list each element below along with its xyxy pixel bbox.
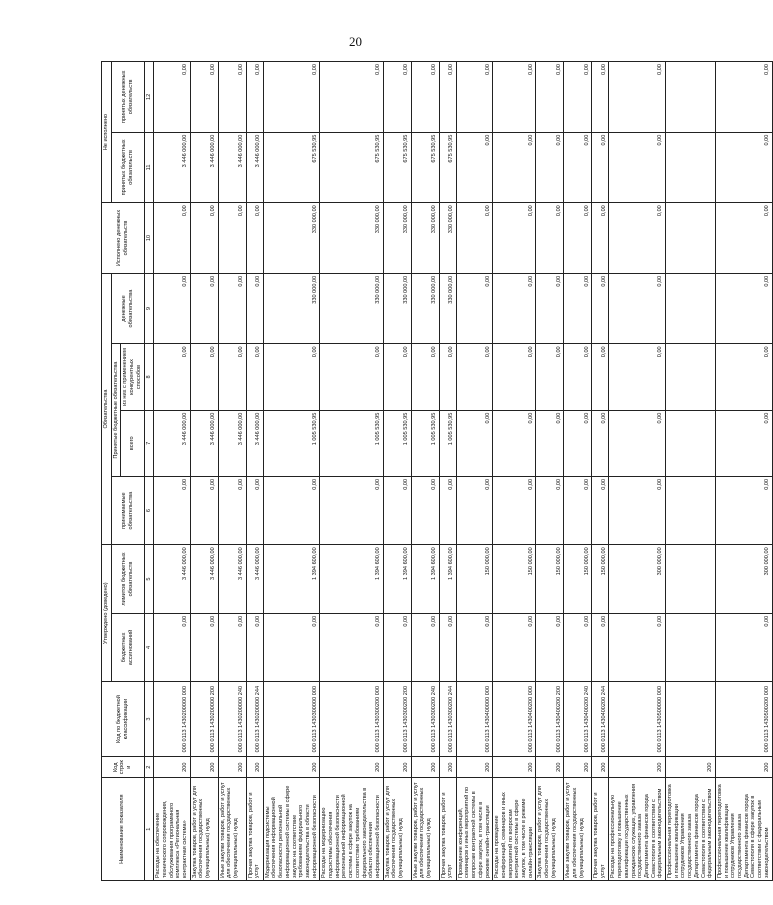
budget-allocations-cell: 0,00 bbox=[263, 613, 320, 681]
accepted-obligations-cell: 0,00 bbox=[190, 476, 218, 544]
limits-cell: 1 394 600,00 bbox=[411, 545, 439, 613]
competitive-cell: 0,00 bbox=[154, 344, 191, 410]
header-accepted-monetary-oblig: принятых денежных обязательств bbox=[111, 62, 144, 133]
limits-cell: 3 446 000,00 bbox=[190, 545, 218, 613]
row-kbk-cell: 000 0113 1430200000 244 bbox=[246, 682, 263, 757]
monetary-obligations-cell: 330 000,00 bbox=[383, 273, 411, 344]
row-name-cell: Проведение конференций, семинаров и иных мероприятий по вопросам контрактной системы в сфере закупок, в том числе в режиме онлайн-трансляции bbox=[456, 778, 493, 881]
budget-allocations-cell: 0,00 bbox=[456, 613, 493, 681]
not-executed-budget-cell: 0,00 bbox=[536, 132, 564, 203]
row-code-cell: 200 bbox=[536, 757, 564, 778]
budget-allocations-cell: 0,00 bbox=[715, 613, 772, 681]
row-name-cell: Иные закупки товаров, работ и услуг для обеспечения государственных (муниципальных) нужд bbox=[411, 778, 439, 881]
budget-allocations-cell: 0,00 bbox=[154, 613, 191, 681]
column-number-cell: 7 bbox=[144, 410, 154, 476]
executed-monetary-cell: 0,00 bbox=[246, 203, 263, 274]
row-code-cell: 200 bbox=[154, 757, 191, 778]
row-kbk-cell: 000 0113 1430400200 244 bbox=[592, 682, 609, 757]
budget-allocations-cell: 0,00 bbox=[320, 613, 383, 681]
competitive-cell: 0,00 bbox=[218, 344, 246, 410]
competitive-cell: 0,00 bbox=[715, 344, 772, 410]
row-code-cell: 200 bbox=[439, 757, 456, 778]
competitive-cell: 0,00 bbox=[439, 344, 456, 410]
not-executed-monetary-cell: 0,00 bbox=[246, 62, 263, 133]
executed-monetary-cell: 330 000,00 bbox=[383, 203, 411, 274]
column-number-row bbox=[144, 62, 154, 881]
not-executed-monetary-cell: 0,00 bbox=[439, 62, 456, 133]
monetary-obligations-cell: 330 000,00 bbox=[320, 273, 383, 344]
table-row bbox=[456, 62, 493, 881]
competitive-cell: 0,00 bbox=[190, 344, 218, 410]
accepted-obligations-cell: 0,00 bbox=[493, 476, 536, 544]
budget-allocations-cell: 0,00 bbox=[218, 613, 246, 681]
page-number: 20 bbox=[349, 34, 362, 49]
limits-cell: 3 446 000,00 bbox=[154, 545, 191, 613]
row-code-cell: 200 bbox=[263, 757, 320, 778]
accepted-obligations-cell: 0,00 bbox=[715, 476, 772, 544]
not-executed-monetary-cell: 0,00 bbox=[592, 62, 609, 133]
accepted-obligations-cell: 0,00 bbox=[154, 476, 191, 544]
budget-allocations-cell: 0,00 bbox=[609, 613, 666, 681]
not-executed-monetary-cell: 0,00 bbox=[493, 62, 536, 133]
not-executed-monetary-cell: 0,00 bbox=[536, 62, 564, 133]
executed-monetary-cell: 330 000,00 bbox=[411, 203, 439, 274]
not-executed-budget-cell: 0,00 bbox=[493, 132, 536, 203]
limits-cell: 3 446 000,00 bbox=[218, 545, 246, 613]
not-executed-monetary-cell: 0,00 bbox=[383, 62, 411, 133]
table-row bbox=[218, 62, 246, 881]
row-code-cell: 200 bbox=[320, 757, 383, 778]
table-row bbox=[609, 62, 666, 881]
budget-allocations-cell: 0,00 bbox=[246, 613, 263, 681]
budget-allocations-cell: 0,00 bbox=[493, 613, 536, 681]
monetary-obligations-cell: 0,00 bbox=[218, 273, 246, 344]
row-name-cell: Прочая закупка товаров, работ и услуг bbox=[592, 778, 609, 881]
limits-cell: 300 000,00 bbox=[715, 545, 772, 613]
row-name-cell: Профессиональная переподготовка и повышение квалификации сотрудников Управления государственного заказа Департамента финансов города Севастополя в сфере закупок в соответствии с федеральным законодательством bbox=[715, 778, 772, 881]
accepted-total-cell: 0,00 bbox=[592, 410, 609, 476]
competitive-cell: 0,00 bbox=[564, 344, 592, 410]
accepted-obligations-cell: 0,00 bbox=[536, 476, 564, 544]
row-code-cell: 200 bbox=[666, 757, 716, 778]
table-header bbox=[102, 62, 154, 881]
not-executed-monetary-cell: 0,00 bbox=[218, 62, 246, 133]
accepted-total-cell: 0,00 bbox=[609, 410, 666, 476]
budget-allocations-cell bbox=[666, 613, 716, 681]
table-row bbox=[246, 62, 263, 881]
table-body bbox=[154, 62, 772, 881]
column-number-cell: 11 bbox=[144, 132, 154, 203]
monetary-obligations-cell: 0,00 bbox=[536, 273, 564, 344]
accepted-total-cell: 0,00 bbox=[715, 410, 772, 476]
monetary-obligations-cell: 0,00 bbox=[246, 273, 263, 344]
row-name-cell: Иные закупки товаров, работ и услуг для обеспечения государственных (муниципальных) нужд bbox=[564, 778, 592, 881]
row-name-cell: Модернизация подсистемы обеспечения информационной безопасности региональной информационной системы в сфере закупок на соответствие требованиям федерального законодательства в области информационной безопасности bbox=[263, 778, 320, 881]
not-executed-budget-cell: 0,00 bbox=[715, 132, 772, 203]
header-name: Наименование показателя bbox=[102, 778, 145, 881]
limits-cell: 150 000,00 bbox=[564, 545, 592, 613]
table-row bbox=[592, 62, 609, 881]
monetary-obligations-cell: 330 000,00 bbox=[411, 273, 439, 344]
row-code-cell: 200 bbox=[411, 757, 439, 778]
row-name-cell: Прочая закупка товаров, работ и услуг bbox=[246, 778, 263, 881]
row-name-cell: Расходы на модернизацию подсистемы обеспечения информационной безопасности региональной информационной системы в сфере закупок на соответствие требованиям федерального законодательства в области обеспечения информационной безопасности bbox=[320, 778, 383, 881]
executed-monetary-cell: 330 000,00 bbox=[263, 203, 320, 274]
competitive-cell: 0,00 bbox=[609, 344, 666, 410]
table-row bbox=[493, 62, 536, 881]
monetary-obligations-cell: 0,00 bbox=[564, 273, 592, 344]
column-number-cell: 8 bbox=[144, 344, 154, 410]
not-executed-budget-cell: 0,00 bbox=[564, 132, 592, 203]
header-monetary: денежные обязательства bbox=[111, 273, 144, 344]
table-row bbox=[263, 62, 320, 881]
not-executed-monetary-cell: 0,00 bbox=[263, 62, 320, 133]
header-accepted: принимаемые обязательства bbox=[111, 476, 144, 544]
accepted-total-cell: 1 005 530,95 bbox=[411, 410, 439, 476]
row-kbk-cell: 000 0113 1430500200 000 bbox=[715, 682, 772, 757]
limits-cell: 150 000,00 bbox=[536, 545, 564, 613]
not-executed-budget-cell: 0,00 bbox=[456, 132, 493, 203]
accepted-obligations-cell: 0,00 bbox=[456, 476, 493, 544]
column-number-cell: 1 bbox=[144, 778, 154, 881]
row-kbk-cell: 000 0113 1430500000 000 bbox=[609, 682, 666, 757]
budget-allocations-cell: 0,00 bbox=[383, 613, 411, 681]
executed-monetary-cell: 0,00 bbox=[154, 203, 191, 274]
not-executed-budget-cell: 3 446 000,00 bbox=[246, 132, 263, 203]
table-row bbox=[666, 62, 716, 881]
row-kbk-cell bbox=[666, 682, 716, 757]
row-kbk-cell: 000 0113 1430300200 200 bbox=[383, 682, 411, 757]
executed-monetary-cell bbox=[666, 203, 716, 274]
accepted-total-cell: 0,00 bbox=[493, 410, 536, 476]
row-code-cell: 200 bbox=[493, 757, 536, 778]
header-executed-monetary: Исполнено денежных обязательств bbox=[102, 203, 145, 274]
column-number-cell: 6 bbox=[144, 476, 154, 544]
row-name-cell: Расходы на проведение конференций, семинаров и иных мероприятий по вопросам контрактной системы в сфере закупок, в том числе в режиме онлайн-трансляции bbox=[493, 778, 536, 881]
row-code-cell: 200 bbox=[218, 757, 246, 778]
competitive-cell bbox=[666, 344, 716, 410]
limits-cell: 1 394 600,00 bbox=[263, 545, 320, 613]
row-kbk-cell: 000 0113 1430400200 000 bbox=[493, 682, 536, 757]
budget-allocations-cell: 0,00 bbox=[411, 613, 439, 681]
not-executed-budget-cell bbox=[666, 132, 716, 203]
column-number-cell: 3 bbox=[144, 682, 154, 757]
not-executed-monetary-cell bbox=[666, 62, 716, 133]
rotated-table-sheet bbox=[101, 61, 770, 881]
budget-allocations-cell: 0,00 bbox=[564, 613, 592, 681]
accepted-obligations-cell: 0,00 bbox=[263, 476, 320, 544]
row-kbk-cell: 000 0113 1430300000 000 bbox=[263, 682, 320, 757]
not-executed-monetary-cell: 0,00 bbox=[456, 62, 493, 133]
header-accepted-budget-oblig: принятых бюджетных обязательств bbox=[111, 132, 144, 203]
accepted-total-cell: 3 446 000,00 bbox=[190, 410, 218, 476]
not-executed-monetary-cell: 0,00 bbox=[564, 62, 592, 133]
row-kbk-cell: 000 0113 1430200000 240 bbox=[218, 682, 246, 757]
executed-monetary-cell: 0,00 bbox=[564, 203, 592, 274]
accepted-total-cell: 1 005 530,95 bbox=[439, 410, 456, 476]
accepted-obligations-cell: 0,00 bbox=[246, 476, 263, 544]
accepted-total-cell: 3 446 000,00 bbox=[218, 410, 246, 476]
accepted-obligations-cell: 0,00 bbox=[411, 476, 439, 544]
executed-monetary-cell: 330 000,00 bbox=[320, 203, 383, 274]
accepted-total-cell: 0,00 bbox=[456, 410, 493, 476]
executed-monetary-cell: 0,00 bbox=[218, 203, 246, 274]
accepted-obligations-cell: 0,00 bbox=[383, 476, 411, 544]
limits-cell: 150 000,00 bbox=[493, 545, 536, 613]
monetary-obligations-cell: 330 000,00 bbox=[263, 273, 320, 344]
competitive-cell: 0,00 bbox=[493, 344, 536, 410]
monetary-obligations-cell: 330 000,00 bbox=[439, 273, 456, 344]
not-executed-budget-cell: 675 530,95 bbox=[439, 132, 456, 203]
row-kbk-cell: 000 0113 1430300200 240 bbox=[411, 682, 439, 757]
monetary-obligations-cell: 0,00 bbox=[715, 273, 772, 344]
table-rotation-wrapper bbox=[101, 61, 770, 881]
accepted-obligations-cell: 0,00 bbox=[320, 476, 383, 544]
limits-cell: 150 000,00 bbox=[456, 545, 493, 613]
executed-monetary-cell: 0,00 bbox=[493, 203, 536, 274]
row-name-cell: Закупка товаров, работ и услуг для обеспечения государственных (муниципальных) нужд bbox=[190, 778, 218, 881]
executed-monetary-cell: 0,00 bbox=[190, 203, 218, 274]
table-row bbox=[190, 62, 218, 881]
not-executed-monetary-cell: 0,00 bbox=[320, 62, 383, 133]
competitive-cell: 0,00 bbox=[592, 344, 609, 410]
not-executed-budget-cell: 675 530,95 bbox=[383, 132, 411, 203]
table-row bbox=[154, 62, 191, 881]
header-approved: Утверждено (доведено) bbox=[102, 545, 112, 682]
limits-cell: 3 446 000,00 bbox=[246, 545, 263, 613]
executed-monetary-cell: 330 000,00 bbox=[439, 203, 456, 274]
not-executed-budget-cell: 0,00 bbox=[592, 132, 609, 203]
not-executed-monetary-cell: 0,00 bbox=[715, 62, 772, 133]
row-kbk-cell: 000 0113 1430300200 000 bbox=[320, 682, 383, 757]
row-kbk-cell: 000 0113 1430200000 200 bbox=[190, 682, 218, 757]
accepted-total-cell: 0,00 bbox=[536, 410, 564, 476]
row-name-cell: Закупка товаров, работ и услуг для обеспечения государственных (муниципальных) нужд bbox=[536, 778, 564, 881]
monetary-obligations-cell bbox=[666, 273, 716, 344]
row-code-cell: 200 bbox=[456, 757, 493, 778]
limits-cell: 1 394 600,00 bbox=[383, 545, 411, 613]
row-kbk-cell: 000 0113 1430400200 240 bbox=[564, 682, 592, 757]
competitive-cell: 0,00 bbox=[263, 344, 320, 410]
accepted-obligations-cell: 0,00 bbox=[592, 476, 609, 544]
row-name-cell: Расходы на профессиональную переподготовку и повышение квалификации государственных гражданских служащих, управления государственного заказа Департамента финансов города Севастополя в соответствии с федеральным законодательством bbox=[609, 778, 666, 881]
column-number-cell: 4 bbox=[144, 613, 154, 681]
budget-allocations-cell: 0,00 bbox=[592, 613, 609, 681]
table-row bbox=[383, 62, 411, 881]
row-kbk-cell: 000 0113 1430400000 000 bbox=[456, 682, 493, 757]
accepted-total-cell: 0,00 bbox=[564, 410, 592, 476]
competitive-cell: 0,00 bbox=[536, 344, 564, 410]
competitive-cell: 0,00 bbox=[411, 344, 439, 410]
executed-monetary-cell: 0,00 bbox=[715, 203, 772, 274]
accepted-obligations-cell: 0,00 bbox=[564, 476, 592, 544]
column-number-cell: 10 bbox=[144, 203, 154, 274]
column-number-cell: 12 bbox=[144, 62, 154, 133]
not-executed-budget-cell: 675 530,95 bbox=[411, 132, 439, 203]
limits-cell: 1 394 600,00 bbox=[439, 545, 456, 613]
not-executed-monetary-cell: 0,00 bbox=[154, 62, 191, 133]
budget-report-table bbox=[101, 61, 773, 881]
table-row bbox=[411, 62, 439, 881]
row-code-cell: 200 bbox=[609, 757, 666, 778]
row-name-cell: Закупка товаров, работ и услуг для обеспечения государственных (муниципальных) нужд bbox=[383, 778, 411, 881]
executed-monetary-cell: 0,00 bbox=[609, 203, 666, 274]
row-kbk-cell: 000 0113 1430400200 200 bbox=[536, 682, 564, 757]
budget-allocations-cell: 0,00 bbox=[536, 613, 564, 681]
accepted-total-cell: 1 005 530,95 bbox=[383, 410, 411, 476]
accepted-obligations-cell: 0,00 bbox=[218, 476, 246, 544]
row-name-cell: Профессиональная переподготовка и повышение квалификации сотрудников Управления государственного заказа Департамента финансов города Севастополя в соответствии с федеральным законодательством bbox=[666, 778, 716, 881]
budget-allocations-cell: 0,00 bbox=[190, 613, 218, 681]
header-budget-allocations: бюджетных ассигнований bbox=[111, 613, 144, 681]
not-executed-monetary-cell: 0,00 bbox=[411, 62, 439, 133]
table-row bbox=[564, 62, 592, 881]
not-executed-budget-cell: 675 530,95 bbox=[263, 132, 320, 203]
accepted-obligations-cell: 0,00 bbox=[439, 476, 456, 544]
table-row bbox=[536, 62, 564, 881]
header-total: всего bbox=[121, 410, 144, 476]
limits-cell: 300 000,00 bbox=[609, 545, 666, 613]
header-accepted-budget: Принятые бюджетные обязательства bbox=[111, 344, 121, 477]
row-name-cell: Иные закупки товаров, работ и услуг для обеспечения государственных (муниципальных) нужд bbox=[218, 778, 246, 881]
header-code: Код строки bbox=[102, 757, 145, 778]
monetary-obligations-cell: 0,00 bbox=[456, 273, 493, 344]
accepted-total-cell bbox=[666, 410, 716, 476]
row-code-cell: 200 bbox=[190, 757, 218, 778]
not-executed-monetary-cell: 0,00 bbox=[190, 62, 218, 133]
executed-monetary-cell: 0,00 bbox=[536, 203, 564, 274]
accepted-total-cell: 1 005 530,95 bbox=[263, 410, 320, 476]
header-not-executed: Не исполнено bbox=[102, 62, 112, 203]
column-number-cell: 2 bbox=[144, 757, 154, 778]
not-executed-budget-cell: 3 446 000,00 bbox=[190, 132, 218, 203]
limits-cell: 150 000,00 bbox=[592, 545, 609, 613]
accepted-obligations-cell: 0,00 bbox=[609, 476, 666, 544]
row-kbk-cell: 000 0113 1430300200 244 bbox=[439, 682, 456, 757]
not-executed-budget-cell: 0,00 bbox=[609, 132, 666, 203]
header-competitive: из них с применением конкурентных способов bbox=[121, 344, 144, 410]
monetary-obligations-cell: 0,00 bbox=[592, 273, 609, 344]
competitive-cell: 0,00 bbox=[383, 344, 411, 410]
row-name-cell: Прочая закупка товаров, работ и услуг bbox=[439, 778, 456, 881]
accepted-total-cell: 1 005 530,95 bbox=[320, 410, 383, 476]
row-code-cell: 200 bbox=[592, 757, 609, 778]
not-executed-budget-cell: 3 446 000,00 bbox=[154, 132, 191, 203]
not-executed-monetary-cell: 0,00 bbox=[609, 62, 666, 133]
not-executed-budget-cell: 3 446 000,00 bbox=[218, 132, 246, 203]
executed-monetary-cell: 0,00 bbox=[456, 203, 493, 274]
competitive-cell: 0,00 bbox=[320, 344, 383, 410]
accepted-obligations-cell bbox=[666, 476, 716, 544]
accepted-total-cell: 3 446 000,00 bbox=[246, 410, 263, 476]
monetary-obligations-cell: 0,00 bbox=[190, 273, 218, 344]
table-row bbox=[715, 62, 772, 881]
budget-allocations-cell: 0,00 bbox=[439, 613, 456, 681]
row-code-cell: 200 bbox=[564, 757, 592, 778]
column-number-cell: 5 bbox=[144, 545, 154, 613]
row-code-cell: 200 bbox=[715, 757, 772, 778]
competitive-cell: 0,00 bbox=[456, 344, 493, 410]
table-row bbox=[320, 62, 383, 881]
not-executed-budget-cell: 675 530,95 bbox=[320, 132, 383, 203]
competitive-cell: 0,00 bbox=[246, 344, 263, 410]
header-classification: Код по бюджетной классификации bbox=[102, 682, 145, 757]
table-row bbox=[439, 62, 456, 881]
limits-cell: 1 394 600,00 bbox=[320, 545, 383, 613]
monetary-obligations-cell: 0,00 bbox=[493, 273, 536, 344]
monetary-obligations-cell: 0,00 bbox=[154, 273, 191, 344]
header-obligations: Обязательства bbox=[102, 273, 112, 545]
column-number-cell: 9 bbox=[144, 273, 154, 344]
accepted-total-cell: 3 446 000,00 bbox=[154, 410, 191, 476]
row-kbk-cell: 000 0113 1430200000 000 bbox=[154, 682, 191, 757]
row-code-cell: 200 bbox=[383, 757, 411, 778]
executed-monetary-cell: 0,00 bbox=[592, 203, 609, 274]
header-limits: лимитов бюджетных обязательств bbox=[111, 545, 144, 613]
row-code-cell: 200 bbox=[246, 757, 263, 778]
limits-cell bbox=[666, 545, 716, 613]
row-name-cell: Расходы на обеспечение технического сопровождения, обслуживания программного комплекса «Региональная контрактная система» bbox=[154, 778, 191, 881]
monetary-obligations-cell: 0,00 bbox=[609, 273, 666, 344]
